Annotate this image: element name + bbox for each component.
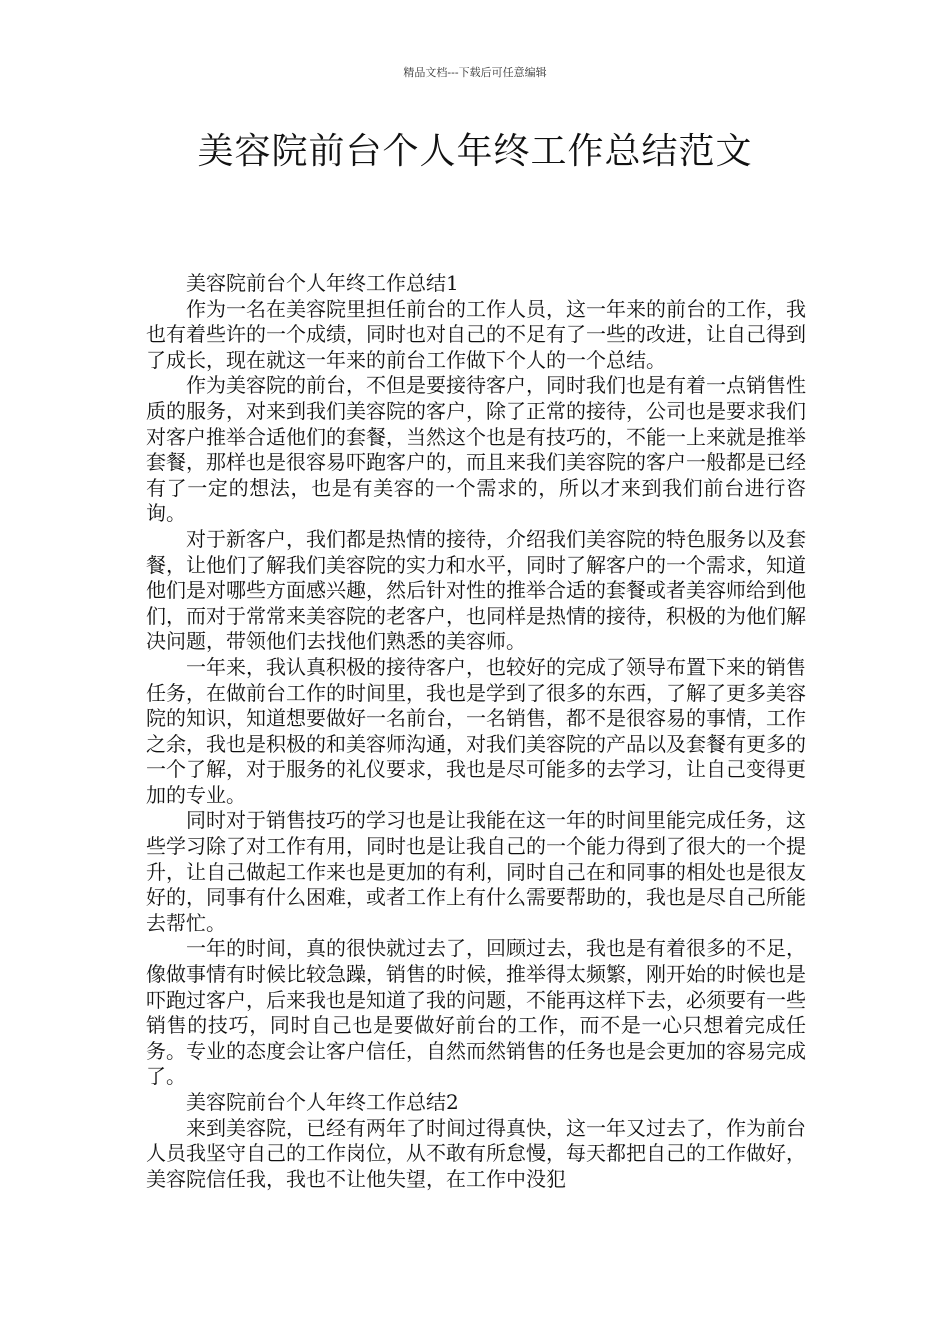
document-title: 美容院前台个人年终工作总结范文 xyxy=(197,131,753,172)
page-header: 精品文档---下载后可任意编辑 xyxy=(403,66,547,79)
paragraph: 一年来，我认真积极的接待客户，也较好的完成了领导布置下来的销售任务，在做前台工作的时间里，我也是学到了很多的东西，了解了更多美容院的知识，知道想要做好一名前台，一名销售，都不是很容易的事情，工作之余，我也是积极的和美容师沟通，对我们美容院的产品以及套餐有更多的一个了解，对于服务的礼仪要求，我也是尽可能多的去学习，让自己变得更加的专业。 xyxy=(146,654,806,807)
paragraph: 同时对于销售技巧的学习也是让我能在这一年的时间里能完成任务，这些学习除了对工作有用，同时也是让我自己的一个能力得到了很大的一个提升，让自己做起工作来也是更加的有利，同时自己在和同事的相处也是很友好的，同事有什么困难，或者工作上有什么需要帮助的，我也是尽自己所能去帮忙。 xyxy=(146,808,806,935)
paragraph: 来到美容院，已经有两年了时间过得真快，这一年又过去了，作为前台人员我坚守自己的工作岗位，从不敢有所怠慢，每天都把自己的工作做好，美容院信任我，我也不让他失望，在工作中没犯 xyxy=(146,1115,806,1191)
paragraph: 对于新客户，我们都是热情的接待，介绍我们美容院的特色服务以及套餐，让他们了解我们美容院的实力和水平，同时了解客户的一个需求，知道他们是对哪些方面感兴趣，然后针对性的推举合适的套餐或者美容师给到他们，而对于常常来美容院的老客户，也同样是热情的接待，积极的为他们解决问题，带领他们去找他们熟悉的美容师。 xyxy=(146,526,806,654)
document-body xyxy=(146,271,806,1192)
paragraph: 一年的时间，真的很快就过去了，回顾过去，我也是有着很多的不足，像做事情有时候比较急躁，销售的时候，推举得太频繁，刚开始的时候也是吓跑过客户，后来我也是知道了我的问题，不能再这样下去，必须要有一些销售的技巧，同时自己也是要做好前台的工作，而不是一心只想着完成任务。专业的态度会让客户信任，自然而然销售的任务也是会更加的容易完成了。 xyxy=(146,936,806,1089)
paragraph: 作为一名在美容院里担任前台的工作人员，这一年来的前台的工作，我也有着些许的一个成绩，同时也对自己的不足有了一些的改进，让自己得到了成长，现在就这一年来的前台工作做下个人的一个总结。 xyxy=(146,296,806,372)
paragraph: 作为美容院的前台，不但是要接待客户，同时我们也是有着一点销售性质的服务，对来到我们美容院的客户，除了正常的接待，公司也是要求我们对客户推举合适他们的套餐，当然这个也是有技巧的，不能一上来就是推举套餐，那样也是很容易吓跑客户的，而且来我们美容院的客户一般都是已经有了一定的想法，也是有美容的一个需求的，所以才来到我们前台进行咨询。 xyxy=(146,373,806,526)
section-heading-2: 美容院前台个人年终工作总结2 xyxy=(186,1090,459,1114)
section-heading-1: 美容院前台个人年终工作总结1 xyxy=(186,271,459,295)
